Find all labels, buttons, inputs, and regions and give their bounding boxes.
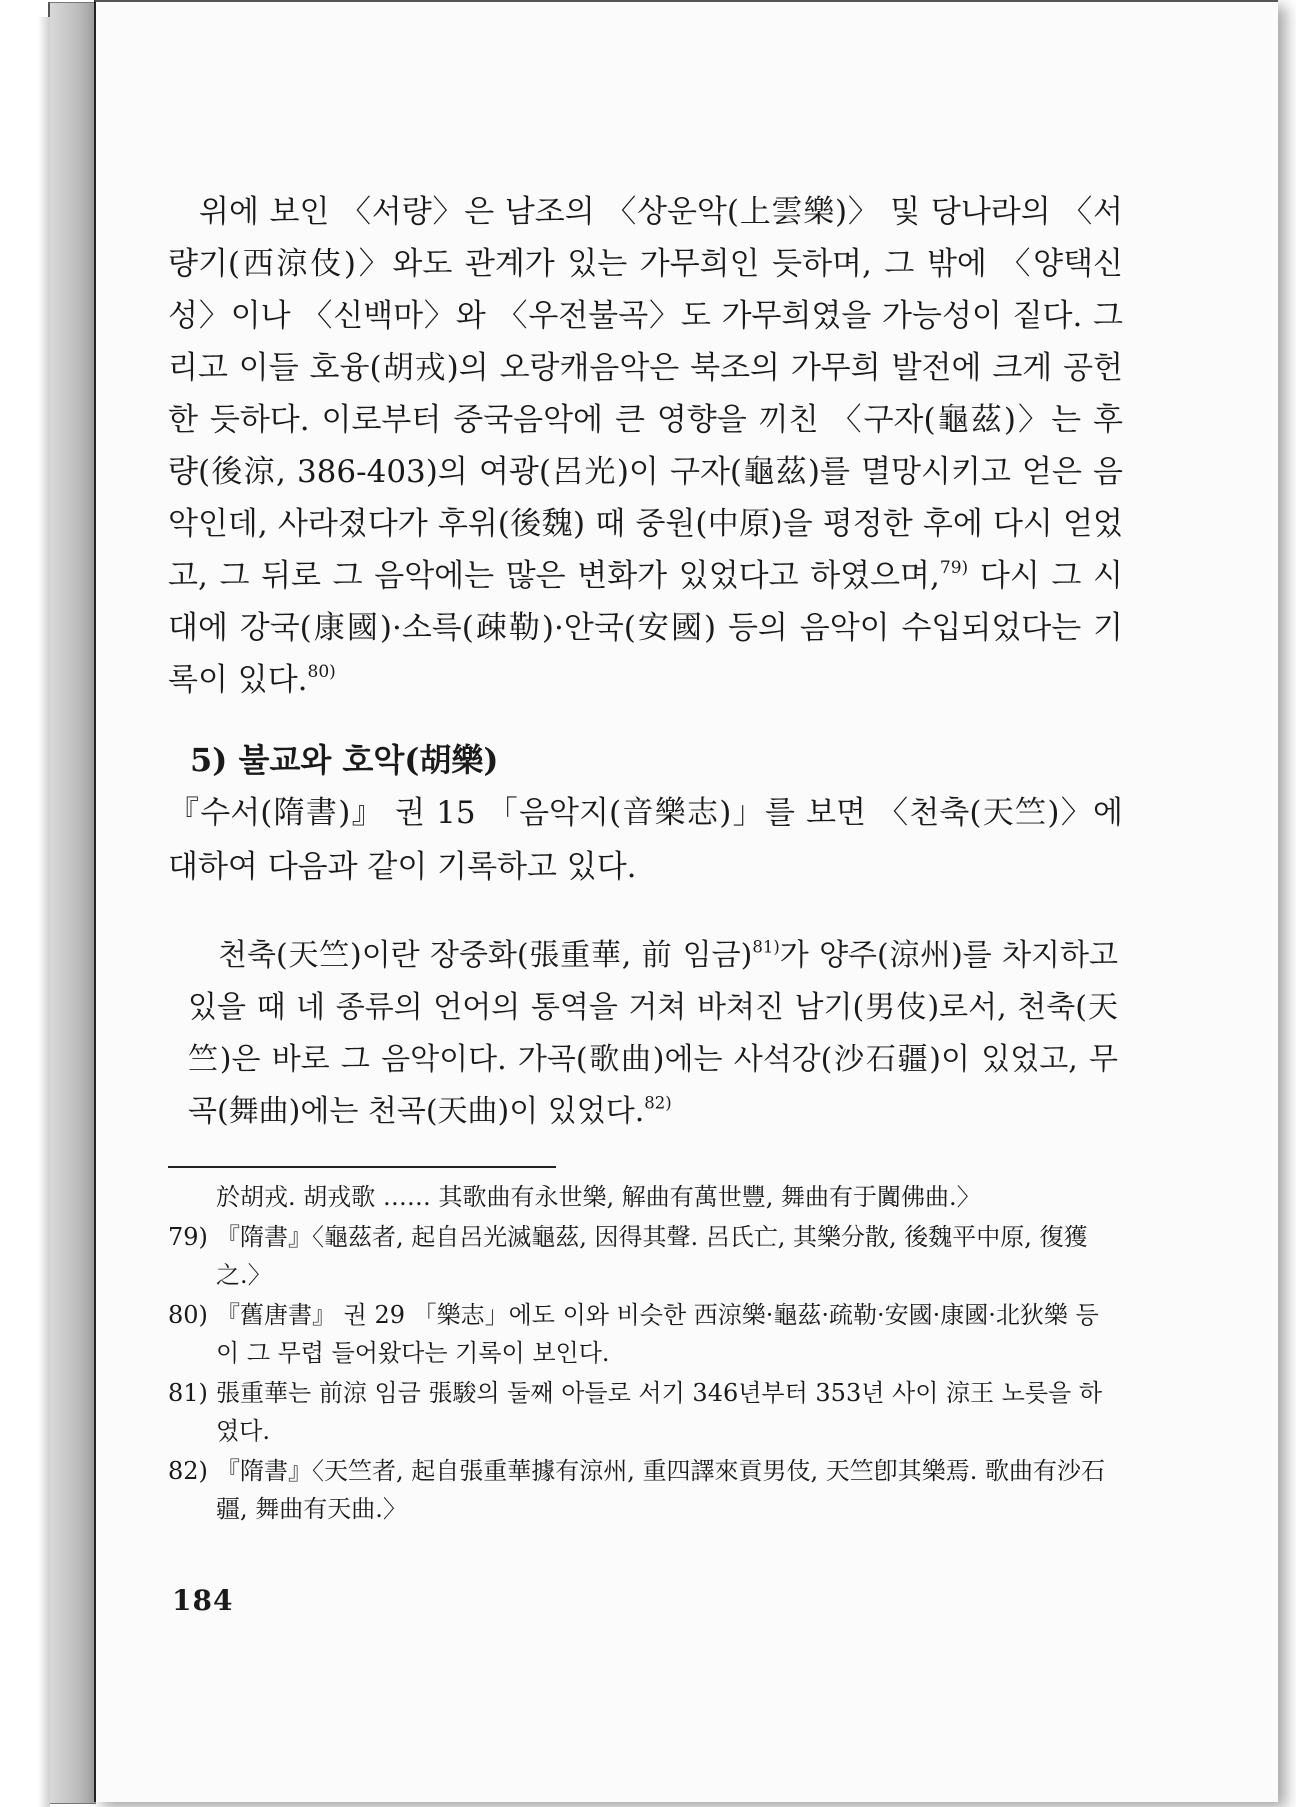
intro-text: 『수서(隋書)』 권 15 「음악지(音樂志)」를 보면 〈천축(天竺)〉에 대하여 다음과 같이 기록하고 있다.: [168, 795, 1123, 885]
footnote-81: [168, 1374, 1118, 1450]
footnote-text: 『隋書』〈天竺者, 起自張重華據有涼州, 重四譯來貢男伎, 天竺卽其樂焉. 歌曲有沙石疆, 舞曲有天曲.〉: [216, 1457, 1106, 1523]
footnote-number: 81): [168, 1379, 208, 1407]
footnote-ref-79: 79): [939, 558, 969, 579]
footnote-divider: [168, 1166, 556, 1168]
body-paragraph: [168, 186, 1123, 706]
section-heading: 5) 불교와 호악(胡樂): [190, 741, 499, 779]
quote-text: 천축(天竺)이란 장중화(張重華, 前 임금): [218, 938, 753, 973]
footnote-82: [168, 1452, 1118, 1528]
footnote-ref-81: 81): [752, 937, 780, 957]
footnote-79: [168, 1218, 1118, 1294]
intro-paragraph: [168, 786, 1123, 894]
footnote-number: 79): [168, 1223, 208, 1251]
footnote-ref-82: 82): [644, 1093, 672, 1113]
footnote-text: 『隋書』〈龜茲者, 起自呂光滅龜茲, 因得其聲. 呂氏亡, 其樂分散, 後魏平中原, 復獲之.〉: [216, 1223, 1088, 1289]
footnote-ref-80: 80): [307, 662, 336, 683]
footnote-text: 張重華는 前涼 임금 張駿의 둘째 아들로 서기 346년부터 353년 사이 涼王 노릇을 하였다.: [216, 1379, 1103, 1445]
footnote-continuation: 於胡戎. 胡戎歌 …… 其歌曲有永世樂, 解曲有萬世豐, 舞曲有于闐佛曲.〉: [216, 1183, 981, 1211]
footnote-80: [168, 1296, 1118, 1372]
quote-text-continued: 가 양주(涼州)를 차지하고 있을 때 네 종류의 언어의 통역을 거쳐 바쳐진 남기(男伎)로서, 천축(天竺)은 바로 그 음악이다. 가곡(歌曲)에는 사석강(沙石疆)이 있었고, 무곡(舞曲)에는 천곡(天曲)이 있었다.: [188, 938, 1118, 1129]
paragraph-text: 위에 보인 〈서량〉은 남조의 〈상운악(上雲樂)〉 및 당나라의 〈서량기(西涼伎)〉와도 관계가 있는 가무희인 듯하며, 그 밖에 〈양택신성〉이나 〈신백마〉와 〈우전불곡〉도 가무희였을 가능성이 짙다. 그리고 이들 호융(胡戎)의 오랑캐음악은 북조의 가무희 발전에 크게 공헌한 듯하다. 이로부터 중국음악에 큰 영향을 끼친 〈구자(龜茲)〉는 후량(後涼, 386-403)의 여광(呂光)이 구자(龜茲)를 멸망시키고 얻은 음악인데, 사라졌다가 후위(後魏) 때 중원(中原)을 평정한 후에 다시 얻었고, 그 뒤로 그 음악에는 많은 변화가 있었다고 하였으며,: [168, 194, 1123, 594]
paragraph-text-continued: 다시 그 시대에 강국(康國)·소륵(疎勒)·안국(安國) 등의 음악이 수입되었다는 기록이 있다.: [168, 558, 1123, 698]
footnotes: [168, 1178, 1118, 1528]
footnote-number: 82): [168, 1457, 208, 1485]
footnote-text: 『舊唐書』 권 29 「樂志」에도 이와 비슷한 西涼樂·龜茲·疏勒·安國·康國·北狄樂 등이 그 무렵 들어왔다는 기록이 보인다.: [216, 1301, 1099, 1367]
footnote-number: 80): [168, 1301, 208, 1329]
page-number: 184: [172, 1584, 234, 1617]
book-edge: [48, 2, 96, 1804]
block-quote: [188, 930, 1118, 1138]
